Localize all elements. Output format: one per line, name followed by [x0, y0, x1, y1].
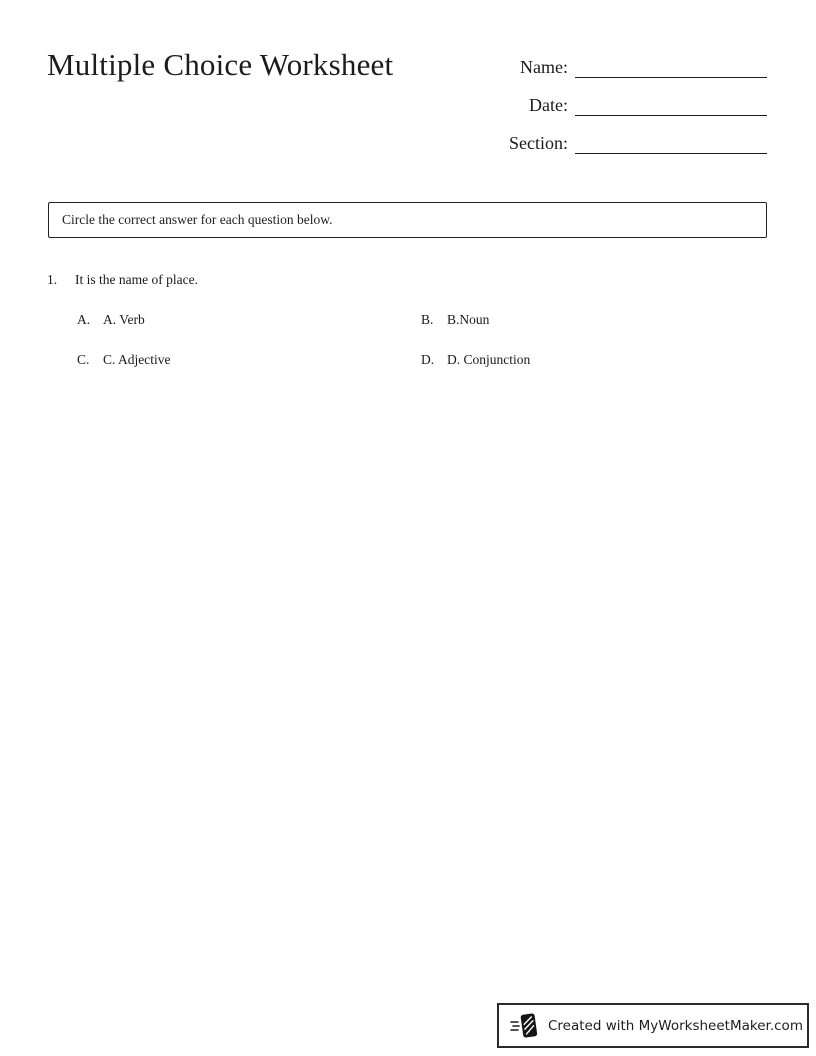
option-d[interactable] [421, 351, 768, 368]
option-a-text: A. Verb [103, 312, 145, 327]
section-field-row [509, 128, 767, 154]
instructions-text: Circle the correct answer for each question below. [62, 212, 333, 227]
option-c-text: C. Adjective [103, 352, 171, 367]
option-a[interactable] [47, 311, 421, 328]
option-c-letter: C. [77, 352, 90, 367]
option-b-text: B.Noun [447, 312, 490, 327]
question-1 [47, 271, 768, 368]
page-title: Multiple Choice Worksheet [47, 47, 394, 82]
date-label: Date: [529, 95, 568, 115]
option-b[interactable] [421, 311, 768, 328]
option-d-letter: D. [421, 352, 435, 367]
name-blank-line [575, 54, 767, 78]
answer-options [47, 311, 768, 368]
date-blank-line [575, 92, 767, 116]
flying-worksheet-icon [510, 1011, 540, 1041]
name-label: Name: [520, 57, 568, 77]
question-number: 1. [47, 272, 58, 287]
credit-box [497, 1003, 809, 1048]
instructions-box [48, 202, 767, 238]
credit-link[interactable]: Created with MyWorksheetMaker.com [548, 1017, 803, 1034]
section-label: Section: [509, 133, 568, 153]
date-field-row [509, 90, 767, 116]
option-a-letter: A. [77, 312, 91, 327]
header-fields [509, 52, 767, 166]
question-line [47, 271, 768, 288]
question-text: It is the name of place. [75, 272, 198, 287]
option-d-text: D. Conjunction [447, 352, 531, 367]
option-c[interactable] [47, 351, 421, 368]
section-blank-line [575, 130, 767, 154]
option-b-letter: B. [421, 312, 434, 327]
name-field-row [509, 52, 767, 78]
